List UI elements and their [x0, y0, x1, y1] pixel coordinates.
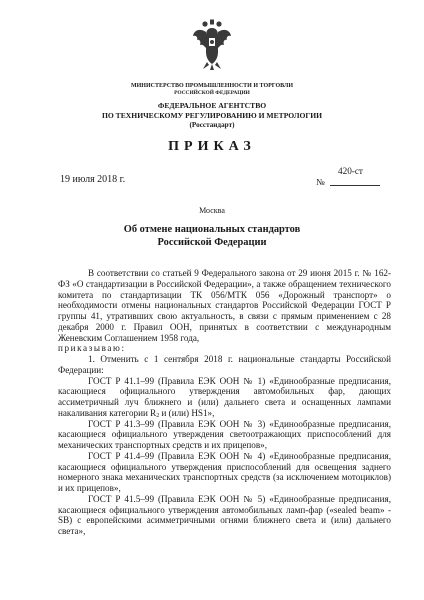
order-word: приказываю:: [58, 343, 126, 354]
document-title-line1: Об отмене национальных стандартов: [123, 224, 301, 235]
standard-item-gost-41-3: ГОСТ Р 41.3–99 (Правила ЕЭК ООН № 3) «Единообразные предписания, касающиеся официального утверждения светоотражающих приспособлений для механических транспортных средств и их прицепов»,: [58, 418, 391, 450]
document-body: [58, 268, 391, 537]
standard-item-gost-41-1: [58, 376, 391, 419]
document-type-heading: ПРИКАЗ: [168, 139, 256, 154]
standard-text: ГОСТ Р 41.1–99 (Правила ЕЭК ООН № 1) «Единообразные предписания, касающиеся официального утверждения автомобильных фар, дающих ассиметричный луч ближнего и (или) дальнего света и оснащенных лампами накаливания категории R: [58, 375, 391, 418]
ministry-name-line1: МИНИСТЕРСТВО ПРОМЫШЛЕННОСТИ И ТОРГОВЛИ: [130, 83, 294, 89]
document-date: 19 июля 2018 г.: [60, 174, 126, 185]
preamble-paragraph: В соответствии со статьей 9 Федерального закона от 29 июня 2015 г. № 162-ФЗ «О стандартизации в Российской Федерации», а также обращением технического комитета по стандартизации ТК 056/МТК 056 «Дорожный транспорт» о необходимости отмены национальных стандартов Российской Федерации ГОСТ Р группы 41, утративших свою актуальность, в связи с прямым применением с 28 декабря 2000 г. Правил ООН, принятых в соответствии с международным Женевским Соглашением 1958 года,: [58, 268, 391, 343]
number-underline: [330, 185, 380, 186]
standard-text-end: и (или) HS1»,: [159, 407, 215, 418]
agency-name-line1: ФЕДЕРАЛЬНОЕ АГЕНТСТВО: [157, 101, 267, 110]
number-sign: №: [316, 177, 325, 187]
agency-short-name: (Росстандарт): [189, 121, 235, 129]
document-title-line2: Российской Федерации: [157, 237, 267, 248]
ministry-name-line2: РОССИЙСКОЙ ФЕДЕРАЦИИ: [174, 90, 250, 96]
standard-item-gost-41-4: ГОСТ Р 41.4–99 (Правила ЕЭК ООН № 4) «Единообразные предписания, касающиеся официального утверждения приспособлений для освещения заднего номерного знака механических транспортных средств (за исключением мотоциклов) и их прицепов»,: [58, 450, 391, 493]
item-1-intro: 1. Отменить с 1 сентября 2018 г. национальные стандарты Российской Федерации:: [58, 354, 391, 375]
document-city: Москва: [199, 206, 225, 215]
standard-item-gost-41-5: ГОСТ Р 41.5–99 (Правила ЕЭК ООН № 5) «Единообразные предписания, касающиеся официального утверждения автомобильных ламп-фар («sealed beam» - SB) с европейскими асимметричными огнями ближнего света и (или) дальнего света»,: [58, 493, 391, 536]
agency-name-line2: ПО ТЕХНИЧЕСКОМУ РЕГУЛИРОВАНИЮ И МЕТРОЛОГИИ: [101, 111, 323, 120]
document-number: 420-ст: [338, 166, 363, 176]
subscript: 2: [156, 412, 160, 419]
russian-coat-of-arms-icon: [192, 18, 232, 70]
